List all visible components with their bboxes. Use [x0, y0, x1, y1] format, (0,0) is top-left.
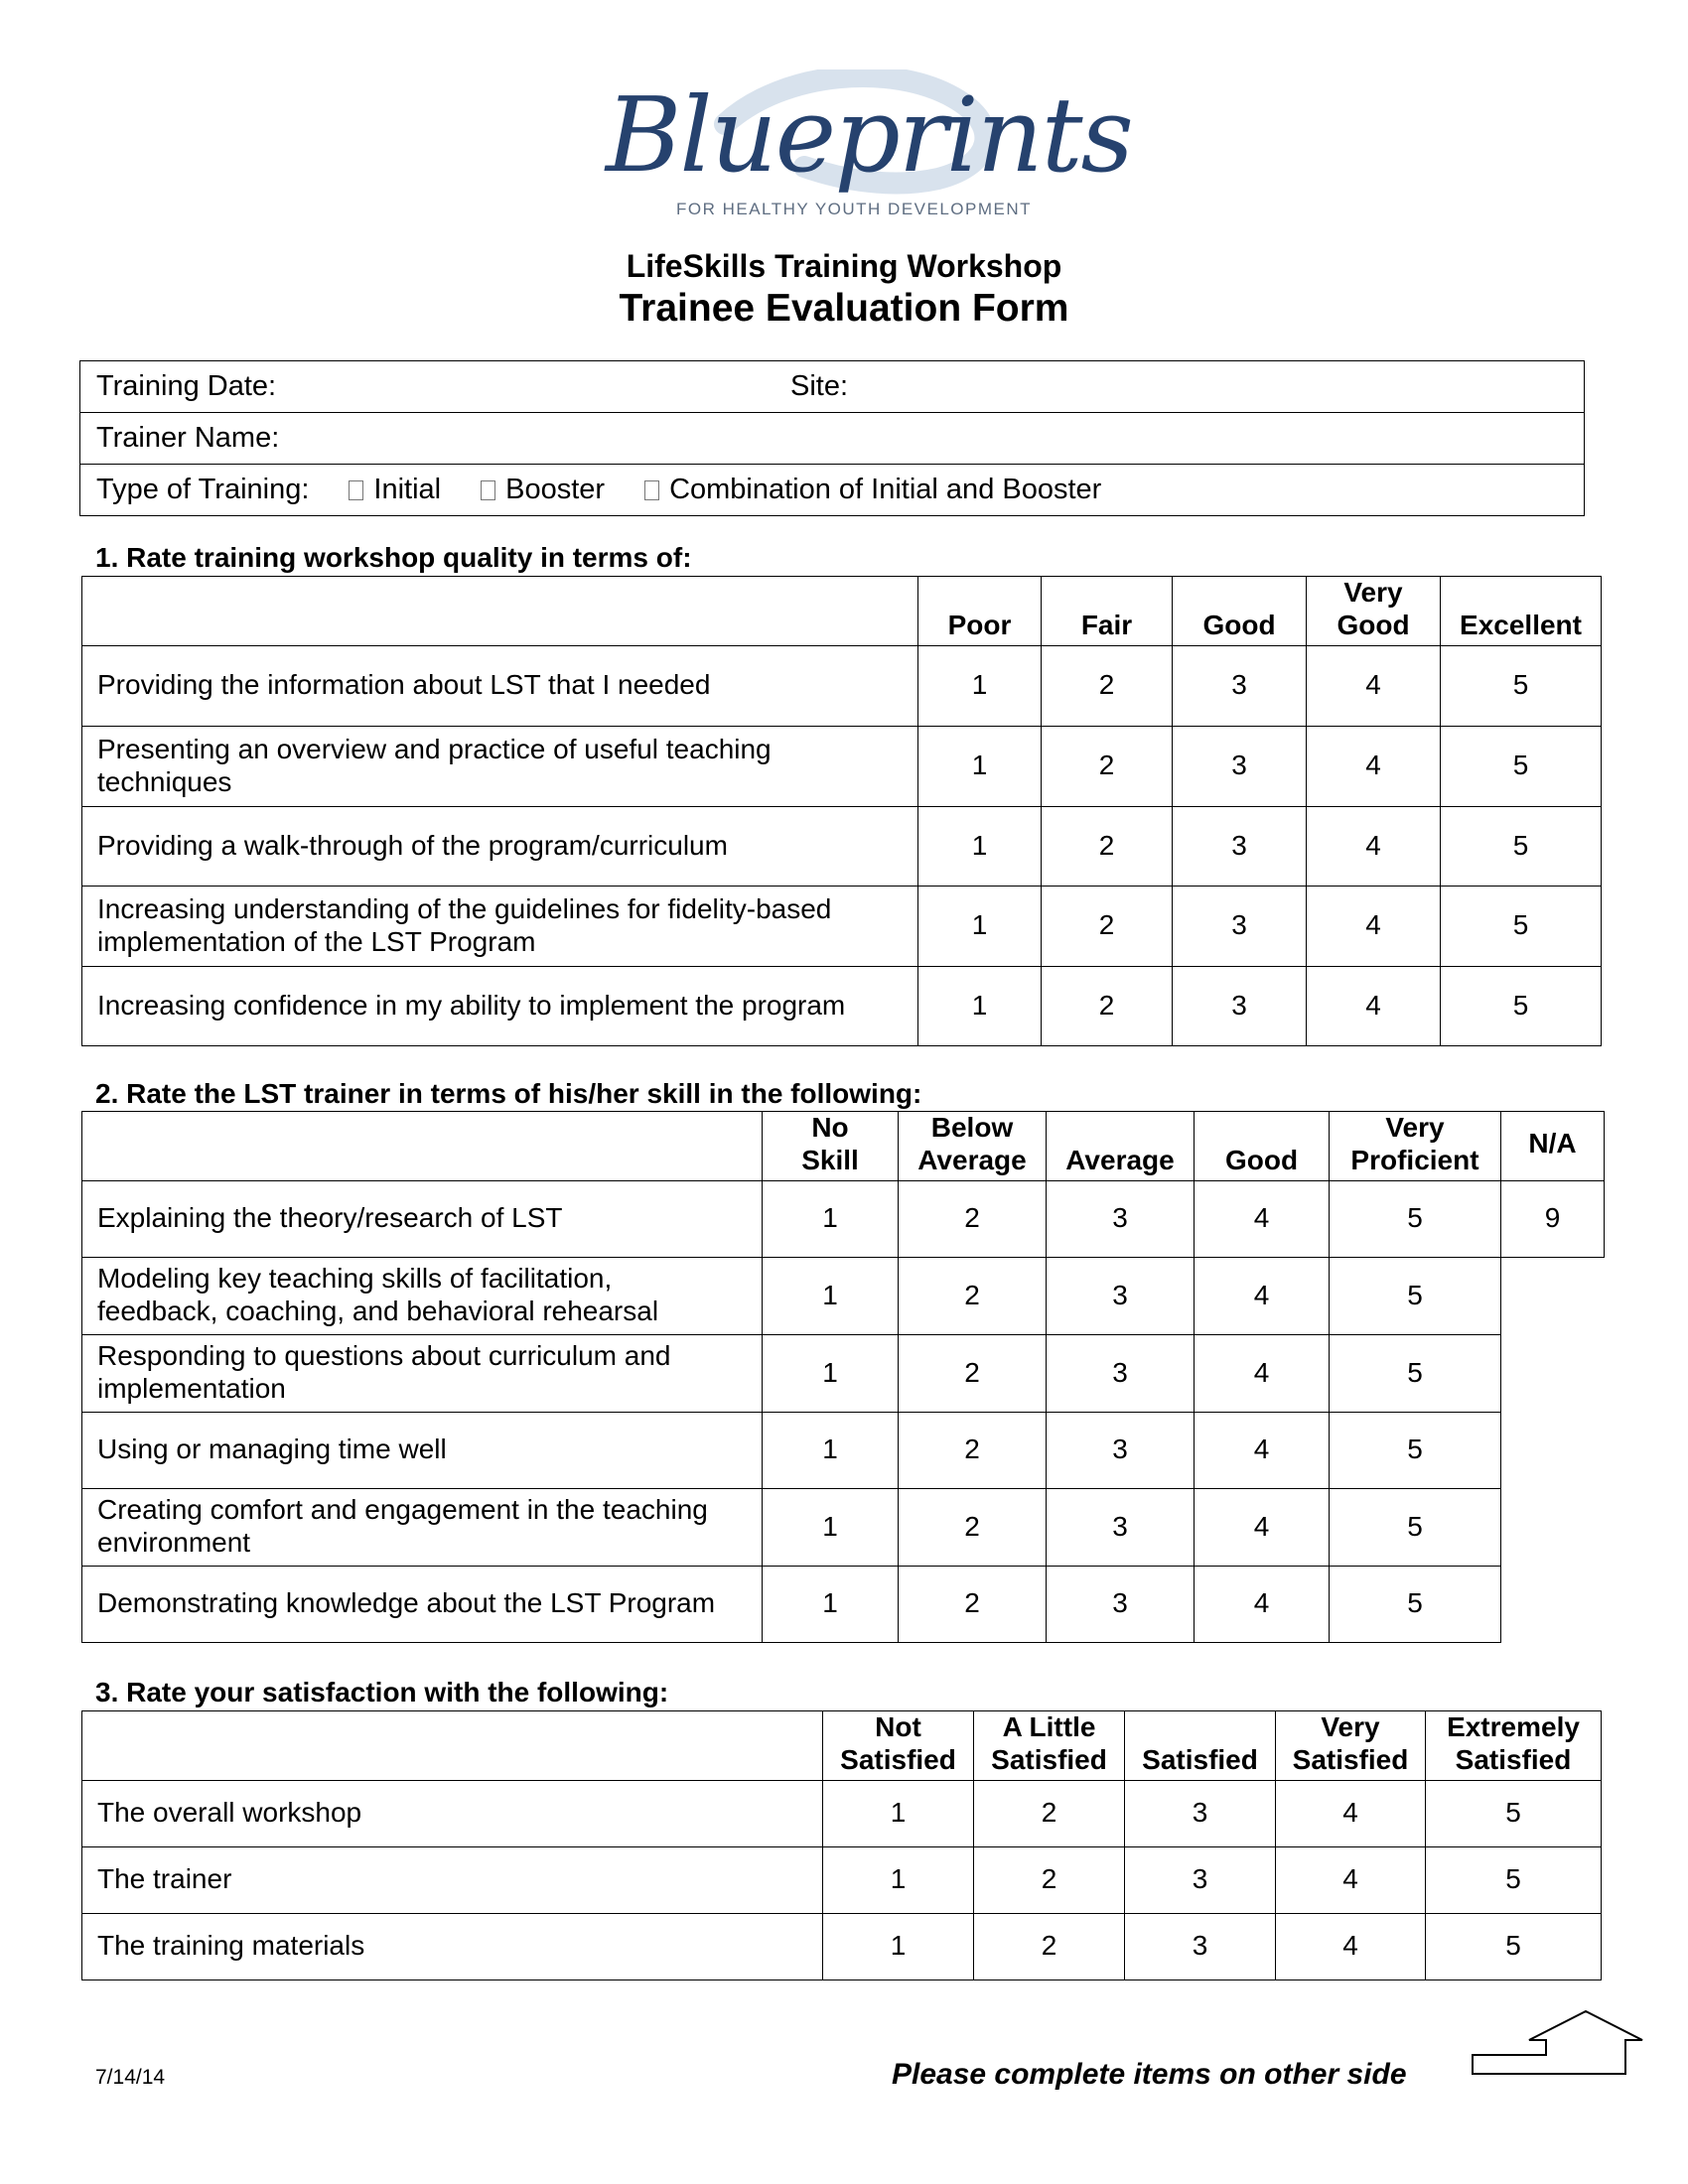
text-line: Satisfied [991, 1743, 1107, 1775]
rating-option[interactable]: 3 [1173, 645, 1307, 726]
rating-option[interactable]: 2 [899, 1566, 1047, 1642]
rating-option[interactable]: 1 [918, 726, 1042, 806]
text-line: Very [1343, 577, 1403, 608]
rating-option[interactable]: 1 [918, 645, 1042, 726]
rating-option[interactable]: 5 [1441, 726, 1602, 806]
rating-option[interactable]: 4 [1276, 1846, 1426, 1913]
section2-table [81, 1111, 1605, 1643]
text-line: Below [930, 1112, 1014, 1143]
rating-option[interactable]: 9 [1501, 1180, 1605, 1257]
rating-option[interactable]: 4 [1195, 1180, 1330, 1257]
text-line: Poor [947, 609, 1012, 640]
text-line: Providing a walk-through of the program/curriculum [97, 829, 728, 861]
column-header [1125, 1711, 1276, 1781]
form-subtitle: LifeSkills Training Workshop [626, 248, 1062, 284]
section2-title: 2. Rate the LST trainer in terms of his/her skill in the following: [95, 1078, 922, 1109]
rating-option[interactable]: 4 [1307, 645, 1441, 726]
text-line: Good [1336, 609, 1410, 640]
row-label [82, 1180, 763, 1257]
rating-option[interactable]: 3 [1047, 1257, 1195, 1334]
section3-title: 3. Rate your satisfaction with the following: [95, 1677, 669, 1707]
rating-option[interactable]: 3 [1173, 726, 1307, 806]
text-line: feedback, coaching, and behavioral rehearsal [97, 1296, 659, 1326]
table-row [82, 726, 1602, 806]
empty-cell [1501, 1566, 1605, 1642]
row-label [82, 1566, 763, 1642]
header-blank-cell [82, 1112, 763, 1181]
rating-option[interactable]: 5 [1441, 645, 1602, 726]
checkbox-icon[interactable] [644, 480, 659, 500]
rating-option[interactable]: 3 [1047, 1566, 1195, 1642]
table-row [82, 1412, 1605, 1488]
text-line: Responding to questions about curriculum and [97, 1340, 671, 1372]
header-row [82, 1711, 1602, 1781]
column-header [1307, 577, 1441, 646]
rating-option[interactable]: 2 [1042, 806, 1173, 886]
table-row [82, 645, 1602, 726]
text-line: Satisfied [1142, 1743, 1258, 1775]
text-line: Presenting an overview and practice of useful teaching [97, 733, 772, 764]
trainer-name-label: Trainer Name: [96, 422, 280, 454]
rating-option[interactable]: 4 [1307, 806, 1441, 886]
rating-option[interactable]: 1 [918, 886, 1042, 966]
column-header [1042, 577, 1173, 646]
rating-option[interactable]: 1 [763, 1180, 899, 1257]
row-label [82, 1257, 763, 1334]
text-line: Creating comfort and engagement in the teaching [97, 1494, 708, 1526]
arrow-right-up-icon [1470, 2007, 1648, 2087]
text-line: Average [917, 1144, 1027, 1175]
rating-option[interactable]: 2 [899, 1257, 1047, 1334]
rating-option[interactable]: 2 [1042, 886, 1173, 966]
rating-option[interactable]: 1 [823, 1780, 974, 1846]
text-line: Average [1065, 1144, 1175, 1175]
row-label [82, 966, 918, 1045]
row-label [82, 1412, 763, 1488]
rating-option[interactable]: 2 [974, 1913, 1125, 1979]
rating-option[interactable]: 3 [1047, 1488, 1195, 1566]
rating-option[interactable]: 5 [1330, 1566, 1501, 1642]
info-row-trainer [80, 412, 1584, 464]
column-header [823, 1711, 974, 1781]
table-row [82, 1566, 1605, 1642]
rating-option[interactable]: 3 [1173, 886, 1307, 966]
logo-script: Blueprints [606, 74, 1132, 196]
rating-option[interactable]: 3 [1047, 1412, 1195, 1488]
table-row [82, 886, 1602, 966]
row-label [82, 1780, 823, 1846]
rating-option[interactable]: 2 [974, 1846, 1125, 1913]
text-line: The trainer [97, 1863, 232, 1895]
rating-option[interactable]: 2 [899, 1488, 1047, 1566]
column-header [1426, 1711, 1602, 1781]
table-row [82, 1180, 1605, 1257]
column-header [974, 1711, 1125, 1781]
column-header [899, 1112, 1047, 1181]
table-row [82, 1846, 1602, 1913]
rating-option[interactable]: 3 [1125, 1780, 1276, 1846]
rating-option[interactable]: 4 [1276, 1780, 1426, 1846]
rating-option[interactable]: 4 [1307, 886, 1441, 966]
header-blank-cell [82, 577, 918, 646]
rating-option[interactable]: 3 [1047, 1180, 1195, 1257]
type-option-initial[interactable] [349, 474, 441, 506]
column-header [763, 1112, 899, 1181]
text-line: Good [1202, 609, 1276, 640]
table-row [82, 1257, 1605, 1334]
header-row [82, 577, 1602, 646]
rating-option[interactable]: 1 [763, 1488, 899, 1566]
row-label [82, 726, 918, 806]
row-label [82, 1488, 763, 1566]
rating-option[interactable]: 4 [1195, 1566, 1330, 1642]
rating-option[interactable]: 5 [1426, 1780, 1602, 1846]
text-line: implementation [97, 1373, 286, 1404]
text-line: Not [875, 1711, 921, 1742]
site-label: Site: [790, 370, 849, 402]
text-line: techniques [97, 765, 232, 797]
text-line: environment [97, 1527, 251, 1558]
text-line: Demonstrating knowledge about the LST Program [97, 1587, 716, 1619]
form-title: Trainee Evaluation Form [619, 287, 1069, 330]
section1-table [81, 576, 1602, 1046]
text-line: Skill [801, 1144, 859, 1175]
text-line: Using or managing time well [97, 1433, 447, 1465]
type-of-training-label: Type of Training: [96, 474, 310, 505]
rating-option[interactable]: 2 [899, 1180, 1047, 1257]
rating-option[interactable]: 1 [918, 806, 1042, 886]
table-row [82, 1334, 1605, 1412]
logo-tagline: FOR HEALTHY YOUTH DEVELOPMENT [675, 200, 1033, 218]
blueprints-logo [596, 69, 1132, 238]
text-line: A Little [1002, 1711, 1096, 1742]
rating-option[interactable]: 4 [1307, 966, 1441, 1045]
rating-option[interactable]: 5 [1330, 1334, 1501, 1412]
column-header [918, 577, 1042, 646]
row-label [82, 1913, 823, 1979]
text-line: Modeling key teaching skills of facilitation, [97, 1263, 613, 1295]
rating-option[interactable]: 2 [1042, 726, 1173, 806]
column-header [1276, 1711, 1426, 1781]
rating-option[interactable]: 2 [899, 1334, 1047, 1412]
text-line: Excellent [1460, 609, 1582, 640]
type-option-label: Combination of Initial and Booster [669, 474, 1102, 505]
text-line: implementation of the LST Program [97, 925, 536, 957]
text-line: Providing the information about LST that I needed [97, 669, 711, 701]
text-line: Proficient [1350, 1144, 1479, 1175]
column-header [1501, 1112, 1605, 1181]
header-row [82, 1112, 1605, 1181]
table-row [82, 1488, 1605, 1566]
section3-table [81, 1710, 1602, 1980]
section1-title: 1. Rate training workshop quality in terms of: [95, 542, 692, 573]
text-line: Very [1321, 1711, 1380, 1742]
checkbox-icon[interactable] [349, 480, 363, 500]
text-line: The overall workshop [97, 1797, 362, 1829]
rating-option[interactable]: 5 [1426, 1913, 1602, 1979]
training-date-label: Training Date: [96, 370, 277, 402]
rating-option[interactable]: 3 [1173, 806, 1307, 886]
table-row [82, 1780, 1602, 1846]
empty-cell [1501, 1412, 1605, 1488]
type-option-booster[interactable] [481, 474, 605, 506]
revision-date: 7/14/14 [95, 2066, 166, 2089]
text-line: Satisfied [1455, 1743, 1572, 1775]
rating-option[interactable]: 4 [1195, 1488, 1330, 1566]
table-row [82, 806, 1602, 886]
row-label [82, 886, 918, 966]
rating-option[interactable]: 5 [1441, 806, 1602, 886]
empty-cell [1501, 1257, 1605, 1334]
row-label [82, 645, 918, 726]
column-header [1047, 1112, 1195, 1181]
rating-option[interactable]: 1 [823, 1913, 974, 1979]
rating-option[interactable]: 1 [918, 966, 1042, 1045]
rating-option[interactable]: 5 [1441, 966, 1602, 1045]
column-header [1330, 1112, 1501, 1181]
rating-option[interactable]: 1 [763, 1412, 899, 1488]
text-line: Increasing understanding of the guidelines for fidelity-based [97, 892, 832, 924]
text-line: Satisfied [1292, 1743, 1409, 1775]
rating-option[interactable]: 5 [1330, 1257, 1501, 1334]
info-row-date-site [80, 361, 1584, 412]
column-header [1173, 577, 1307, 646]
text-line: The training materials [97, 1930, 365, 1962]
rating-option[interactable]: 1 [763, 1566, 899, 1642]
rating-option[interactable]: 5 [1330, 1412, 1501, 1488]
rating-option[interactable]: 3 [1125, 1846, 1276, 1913]
rating-option[interactable]: 4 [1195, 1334, 1330, 1412]
text-line: Good [1224, 1144, 1299, 1175]
rating-option[interactable]: 4 [1307, 726, 1441, 806]
rating-option[interactable]: 4 [1195, 1257, 1330, 1334]
continue-note: Please complete items on other side [892, 2058, 1407, 2091]
column-header [1441, 577, 1602, 646]
table-row [82, 1913, 1602, 1979]
empty-cell [1501, 1334, 1605, 1412]
rating-option[interactable]: 3 [1047, 1334, 1195, 1412]
row-label [82, 806, 918, 886]
type-option-label: Initial [373, 474, 442, 505]
rating-option[interactable]: 3 [1173, 966, 1307, 1045]
info-row-type [80, 464, 1584, 515]
checkbox-icon[interactable] [481, 480, 495, 500]
training-info-box [79, 360, 1585, 516]
rating-option[interactable]: 1 [823, 1846, 974, 1913]
type-option-combination[interactable] [644, 474, 1101, 506]
text-line: Satisfied [840, 1743, 956, 1775]
column-header [1195, 1112, 1330, 1181]
rating-option[interactable]: 5 [1441, 886, 1602, 966]
rating-option[interactable]: 5 [1330, 1180, 1501, 1257]
rating-option[interactable]: 3 [1125, 1913, 1276, 1979]
text-line: Explaining the theory/research of LST [97, 1202, 563, 1234]
text-line: Fair [1080, 609, 1133, 640]
empty-cell [1501, 1488, 1605, 1566]
row-label [82, 1846, 823, 1913]
row-label [82, 1334, 763, 1412]
rating-option[interactable]: 1 [763, 1257, 899, 1334]
rating-option[interactable]: 2 [899, 1412, 1047, 1488]
text-line: N/A [1528, 1128, 1577, 1160]
rating-option[interactable]: 2 [1042, 966, 1173, 1045]
rating-option[interactable]: 2 [974, 1780, 1125, 1846]
rating-option[interactable]: 4 [1276, 1913, 1426, 1979]
text-line: Very [1385, 1112, 1445, 1143]
rating-option[interactable]: 1 [763, 1334, 899, 1412]
type-option-label: Booster [505, 474, 606, 505]
rating-option[interactable]: 4 [1195, 1412, 1330, 1488]
header-blank-cell [82, 1711, 823, 1781]
rating-option[interactable]: 5 [1330, 1488, 1501, 1566]
table-row [82, 966, 1602, 1045]
text-line: Extremely [1447, 1711, 1580, 1742]
rating-option[interactable]: 5 [1426, 1846, 1602, 1913]
text-line: No [811, 1112, 849, 1143]
rating-option[interactable]: 2 [1042, 645, 1173, 726]
text-line: Increasing confidence in my ability to implement the program [97, 989, 846, 1021]
